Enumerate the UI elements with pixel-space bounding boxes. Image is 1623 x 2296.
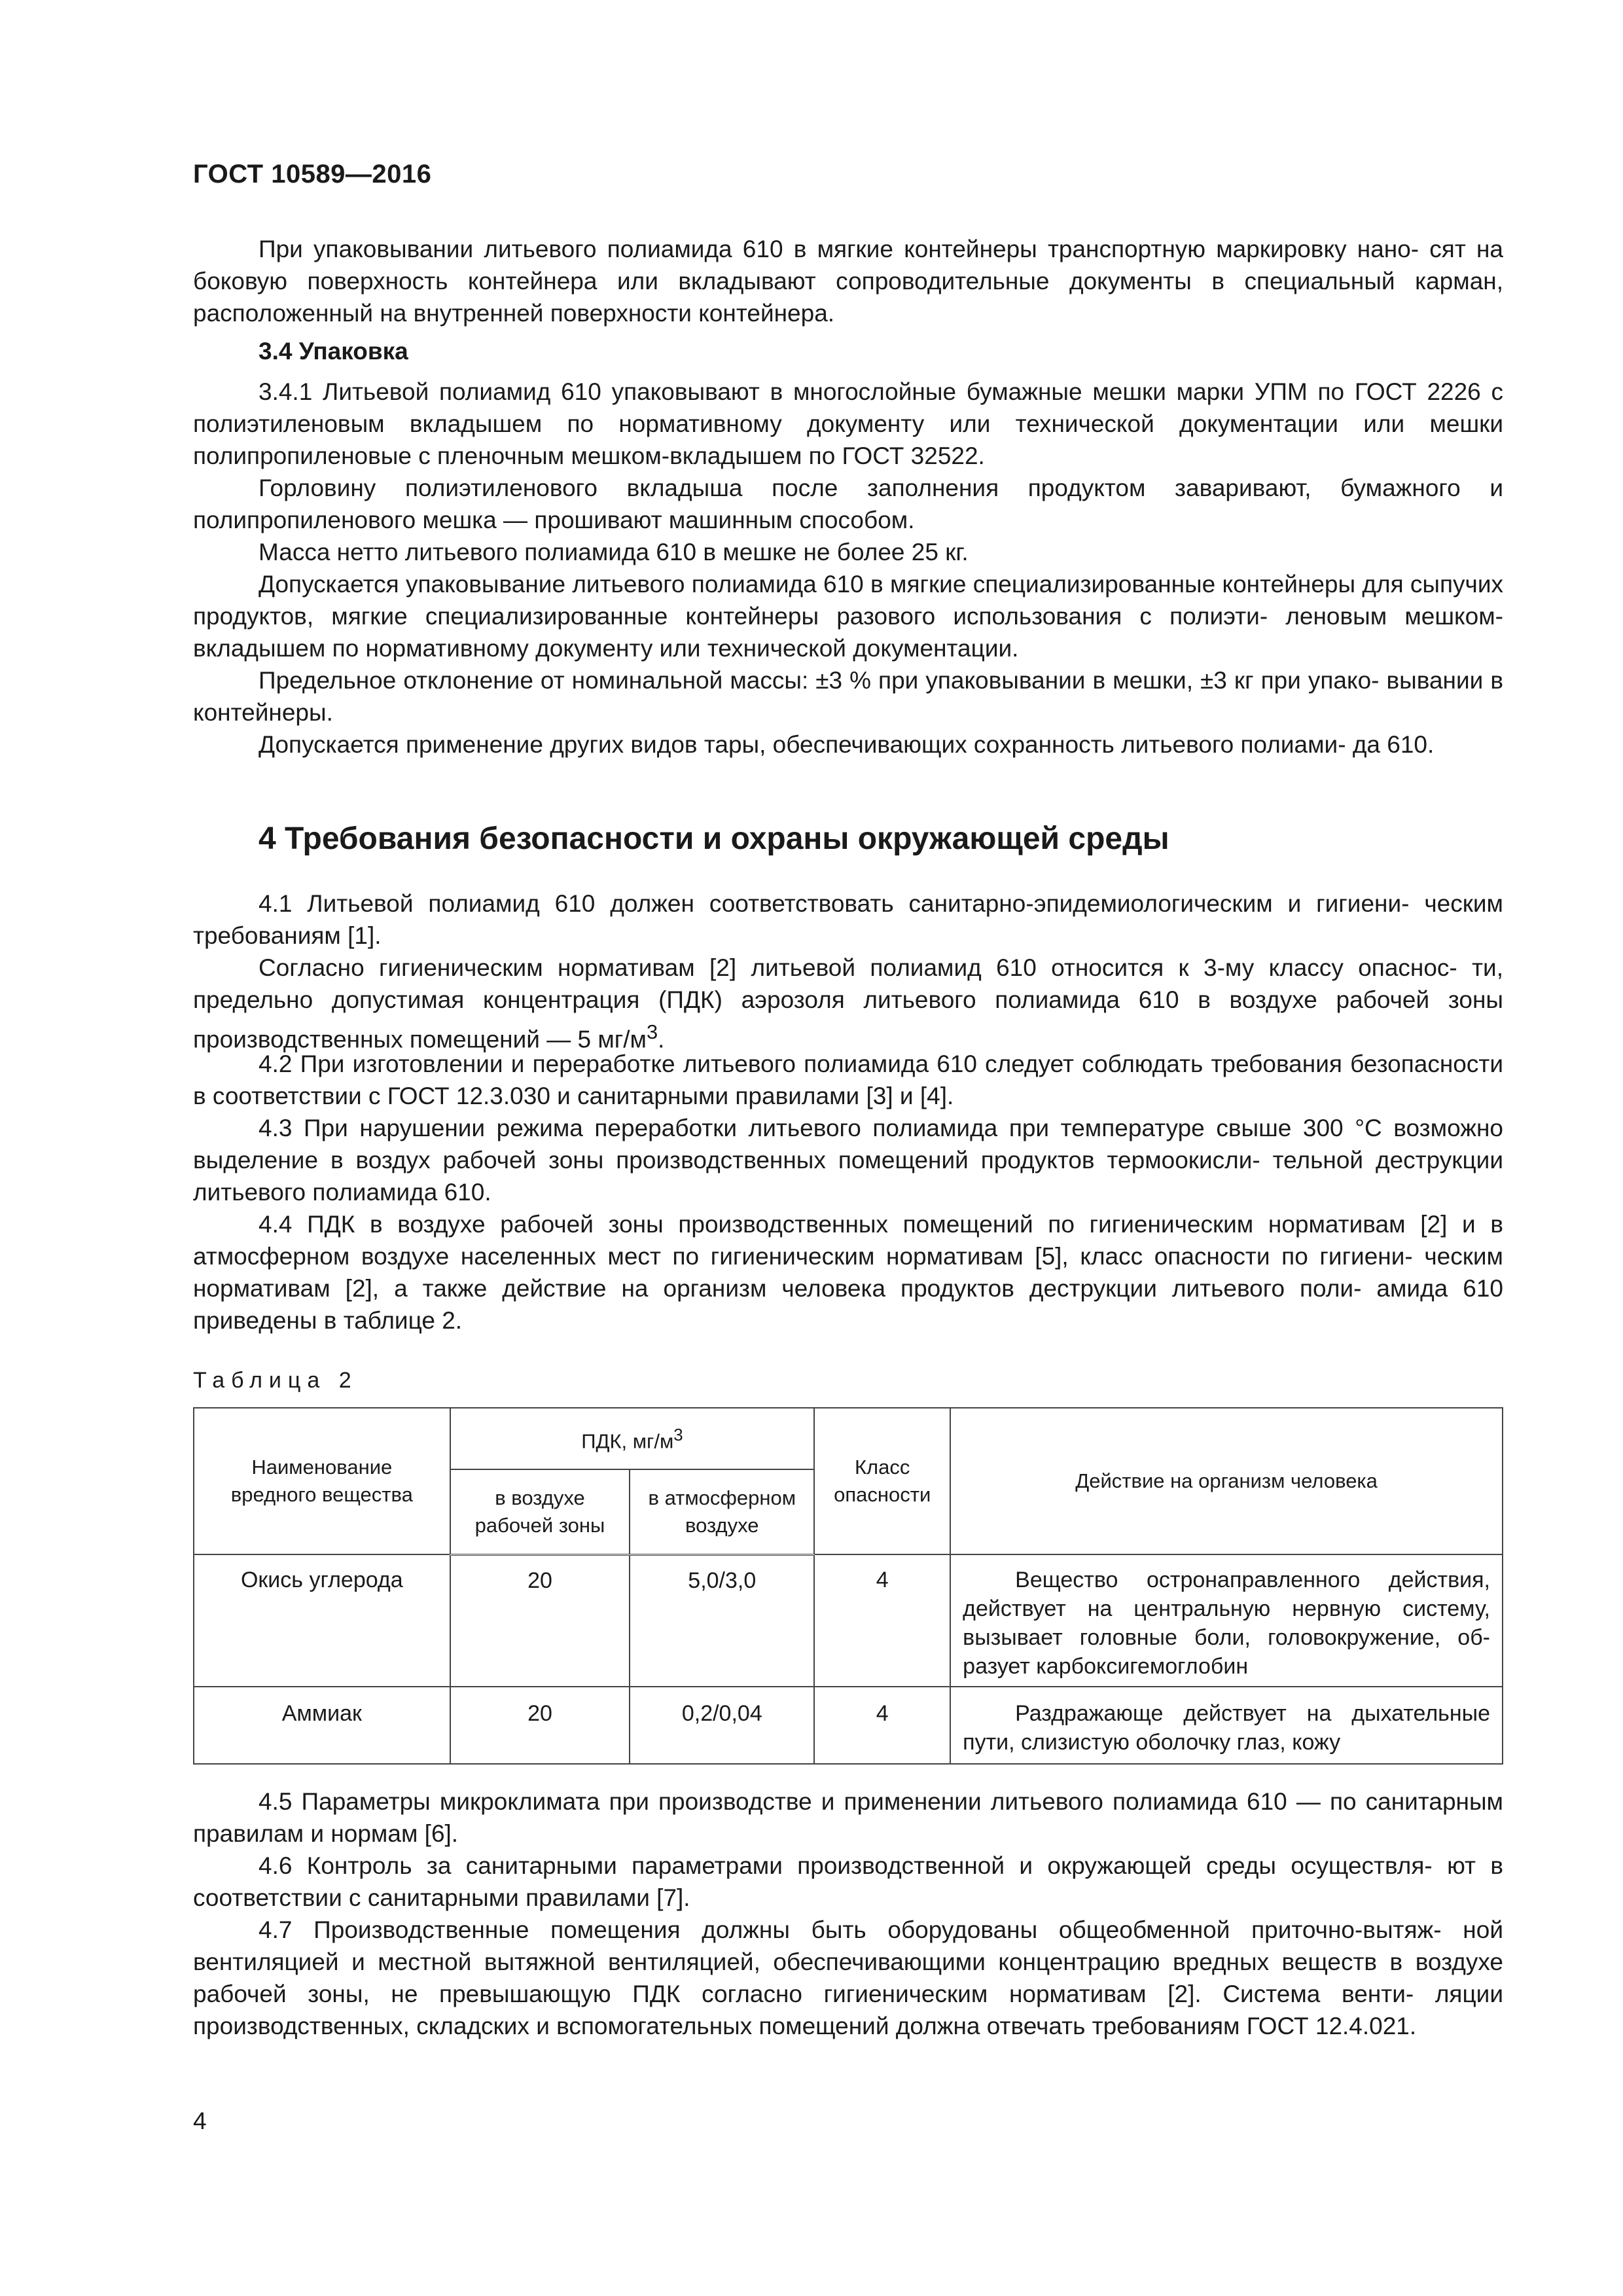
paragraph-3-4-6: Допускается применение других видов тары, обеспечивающих сохранность литьевого полиами- да 610. bbox=[259, 731, 1435, 758]
paragraph-4-1-hazard bbox=[193, 952, 1503, 1055]
paragraph-4-5: 4.5 Параметры микроклимата при производстве и применении литьевого полиамида 610 — по санитарным правилам и нормам [6]. bbox=[193, 1788, 1503, 1847]
cell-work: 20 bbox=[450, 1687, 630, 1764]
paragraph-4-1-hazard-text: Согласно гигиеническим нормативам [2] литьевой полиамид 610 относится к 3-му классу опаснос- ти, предельно допустимая концентрация (ПДК) аэрозоля литьевого полиамида 610 в воздухе рабочей зоны производственных помещений — 5 мг/м bbox=[193, 954, 1503, 1053]
header-class: Класс опасности bbox=[814, 1408, 950, 1554]
page-number: 4 bbox=[193, 2108, 207, 2134]
header-pdk-label: ПДК, мг/м bbox=[581, 1429, 674, 1453]
paragraph-4-1: 4.1 Литьевой полиамид 610 должен соответствовать санитарно-эпидемиологическим и гигиени- ческим требованиям [1]. bbox=[193, 890, 1503, 949]
header-substance: Наименование вредного вещества bbox=[194, 1408, 450, 1554]
header-pdk bbox=[450, 1408, 815, 1469]
header-effect: Действие на организм человека bbox=[950, 1408, 1503, 1554]
paragraph-3-4-5: Предельное отклонение от номинальной массы: ±3 % при упаковывании в мешки, ±3 кг при упако- вывании в контейнеры. bbox=[193, 667, 1503, 726]
cell-name: Окись углерода bbox=[194, 1554, 450, 1687]
document-page bbox=[193, 0, 1503, 2296]
cell-class: 4 bbox=[814, 1554, 950, 1687]
paragraph-4-6: 4.6 Контроль за санитарными параметрами производственной и окружающей среды осуществля- ют в соответствии с санитарными правилами [7]. bbox=[193, 1852, 1503, 1911]
table-row bbox=[194, 1687, 1503, 1764]
paragraph-container-marking: При упаковывании литьевого полиамида 610 в мягкие контейнеры транспортную маркировку нано- сят на боковую поверхность контейнера или вкладывают сопроводительные документы в специальный карман, расположенный на внутренней поверхности контейнера. bbox=[193, 236, 1503, 327]
cell-effect: Раздражающе действует на дыхательные пути, слизистую оболочку глаз, кожу bbox=[950, 1687, 1503, 1764]
cell-atm: 0,2/0,04 bbox=[630, 1687, 814, 1764]
paragraph-3-4-4: Допускается упаковывание литьевого полиамида 610 в мягкие специализированные контейнеры для сыпучих продуктов, мягкие специализированные контейнеры разового использования с полиэти- леновым мешком-вкладышем по нормативному документу или технической документации. bbox=[193, 571, 1503, 662]
cell-atm: 5,0/3,0 bbox=[630, 1554, 814, 1687]
header-pdk-superscript: 3 bbox=[673, 1426, 683, 1445]
table-caption: Таблица 2 bbox=[193, 1368, 358, 1393]
paragraph-4-3: 4.3 При нарушении режима переработки литьевого полиамида при температуре свыше 300 °С возможно выделение в воздух рабочей зоны производственных помещений продуктов термоокисли- тельной деструкции литьевого полиамида 610. bbox=[193, 1115, 1503, 1206]
paragraph-3-4-2: Горловину полиэтиленового вкладыша после заполнения продуктом заваривают, бумажного и полипропиленового мешка — прошивают машинным способом. bbox=[193, 475, 1503, 533]
superscript: 3 bbox=[647, 1020, 658, 1043]
paragraph-4-7: 4.7 Производственные помещения должны быть оборудованы общеобменной приточно-вытяж- ной вентиляцией и местной вытяжной вентиляцией, обеспечивающими концентрацию вредных веществ в воздухе рабочей зоны, не превышающую ПДК согласно гигиеническим нормативам [2]. Система венти- ляции производственных, складских и вспомогательных помещений должна отвечать требованиям ГОСТ 12.4.021. bbox=[193, 1916, 1503, 2039]
section-3-4-title: 3.4 Упаковка bbox=[259, 338, 408, 365]
cell-class: 4 bbox=[814, 1687, 950, 1764]
header-atmosphere: в атмосферном воздухе bbox=[630, 1469, 814, 1554]
document-header: ГОСТ 10589—2016 bbox=[193, 160, 432, 188]
paragraph-3-4-3: Масса нетто литьевого полиамида 610 в мешке не более 25 кг. bbox=[259, 539, 969, 565]
paragraph-3-4-1: 3.4.1 Литьевой полиамид 610 упаковывают в многослойные бумажные мешки марки УПМ по ГОСТ 2226 с полиэтиленовым вкладышем по нормативному документу или технической документации или мешки полипропиленовые с пленочным мешком-вкладышем по ГОСТ 32522. bbox=[193, 378, 1503, 469]
cell-work: 20 bbox=[450, 1554, 630, 1687]
table-row bbox=[194, 1554, 1503, 1687]
section-4-title: 4 Требования безопасности и охраны окружающей среды bbox=[259, 821, 1169, 856]
cell-name: Аммиак bbox=[194, 1687, 450, 1764]
period: . bbox=[658, 1026, 665, 1053]
table-2 bbox=[193, 1407, 1503, 1765]
paragraph-4-2: 4.2 При изготовлении и переработке литьевого полиамида 610 следует соблюдать требования безопасности в соответствии с ГОСТ 12.3.030 и санитарными правилами [3] и [4]. bbox=[193, 1050, 1503, 1109]
cell-effect: Вещество остронаправленного действия, действует на центральную нервную систему, вызывает головные боли, головокружение, об- разует карбоксигемоглобин bbox=[950, 1554, 1503, 1687]
header-work-zone: в воздухе рабочей зоны bbox=[450, 1469, 630, 1554]
paragraph-4-4: 4.4 ПДК в воздухе рабочей зоны производственных помещений по гигиеническим нормативам [2] и в атмосферном воздухе населенных мест по гигиеническим нормативам [5], класс опасности по гигиени- ческим нормативам [2], а также действие на организм человека продуктов деструкции литьевого поли- амида 610 приведены в таблице 2. bbox=[193, 1211, 1503, 1334]
